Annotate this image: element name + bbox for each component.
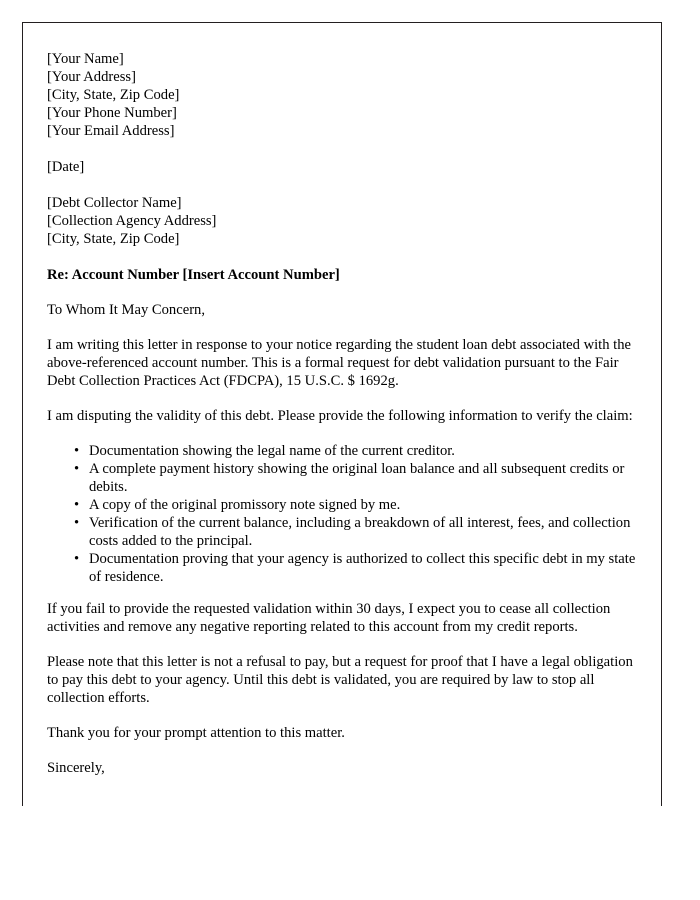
- bullet-icon: •: [74, 551, 80, 567]
- sender-email: [Your Email Address]: [47, 123, 175, 139]
- sender-city-state-zip: [City, State, Zip Code]: [47, 87, 180, 103]
- recipient-street: [Collection Agency Address]: [47, 213, 217, 229]
- letter-date-block: [47, 158, 639, 176]
- list-item-text: Documentation proving that your agency is authorized to collect this specific debt in my state of residence.: [89, 551, 636, 585]
- list-item: [47, 496, 639, 514]
- paragraph-thanks: Thank you for your prompt attention to this matter.: [47, 725, 345, 741]
- paragraph-not-refusal: Please note that this letter is not a refusal to pay, but a request for proof that I have a legal obligation to pay this debt to your agency. Until this debt is validated, you are required by law to stop all collection efforts.: [47, 654, 633, 706]
- subject-line: Re: Account Number [Insert Account Number]: [47, 267, 340, 283]
- recipient-name: [Debt Collector Name]: [47, 195, 182, 211]
- requested-items-list: [47, 442, 639, 586]
- bullet-icon: •: [74, 461, 80, 477]
- paragraph-dispute: I am disputing the validity of this debt. Please provide the following information to verify the claim:: [47, 408, 633, 424]
- list-item-text: A complete payment history showing the original loan balance and all subsequent credits or debits.: [89, 461, 625, 495]
- recipient-address-block: [47, 194, 639, 248]
- list-item: [47, 550, 639, 586]
- sender-street: [Your Address]: [47, 69, 136, 85]
- paragraph-intro: I am writing this letter in response to your notice regarding the student loan debt associated with the above-referenced account number. This is a formal request for debt validation pursuant to the Fair Debt Collection Practices Act (FDCPA), 15 U.S.C. $ 1692g.: [47, 337, 632, 389]
- list-item-text: A copy of the original promissory note signed by me.: [89, 497, 401, 513]
- list-item-text: Documentation showing the legal name of the current creditor.: [89, 443, 455, 459]
- bullet-icon: •: [74, 515, 80, 531]
- salutation: To Whom It May Concern,: [47, 302, 205, 318]
- list-item: [47, 514, 639, 550]
- letter-body: [47, 50, 639, 777]
- list-item: [47, 460, 639, 496]
- list-item: [47, 442, 639, 460]
- sender-phone: [Your Phone Number]: [47, 105, 177, 121]
- bullet-icon: •: [74, 443, 80, 459]
- recipient-city-state-zip: [City, State, Zip Code]: [47, 231, 180, 247]
- sender-name: [Your Name]: [47, 51, 124, 67]
- bullet-icon: •: [74, 497, 80, 513]
- sender-address-block: [47, 50, 639, 140]
- list-item-text: Verification of the current balance, including a breakdown of all interest, fees, and collection costs added to the principal.: [89, 515, 631, 549]
- document-page: [22, 22, 662, 806]
- paragraph-deadline: If you fail to provide the requested validation within 30 days, I expect you to cease all collection activities and remove any negative reporting related to this account from my credit reports.: [47, 601, 611, 635]
- signoff: Sincerely,: [47, 760, 105, 776]
- letter-date: [Date]: [47, 159, 85, 175]
